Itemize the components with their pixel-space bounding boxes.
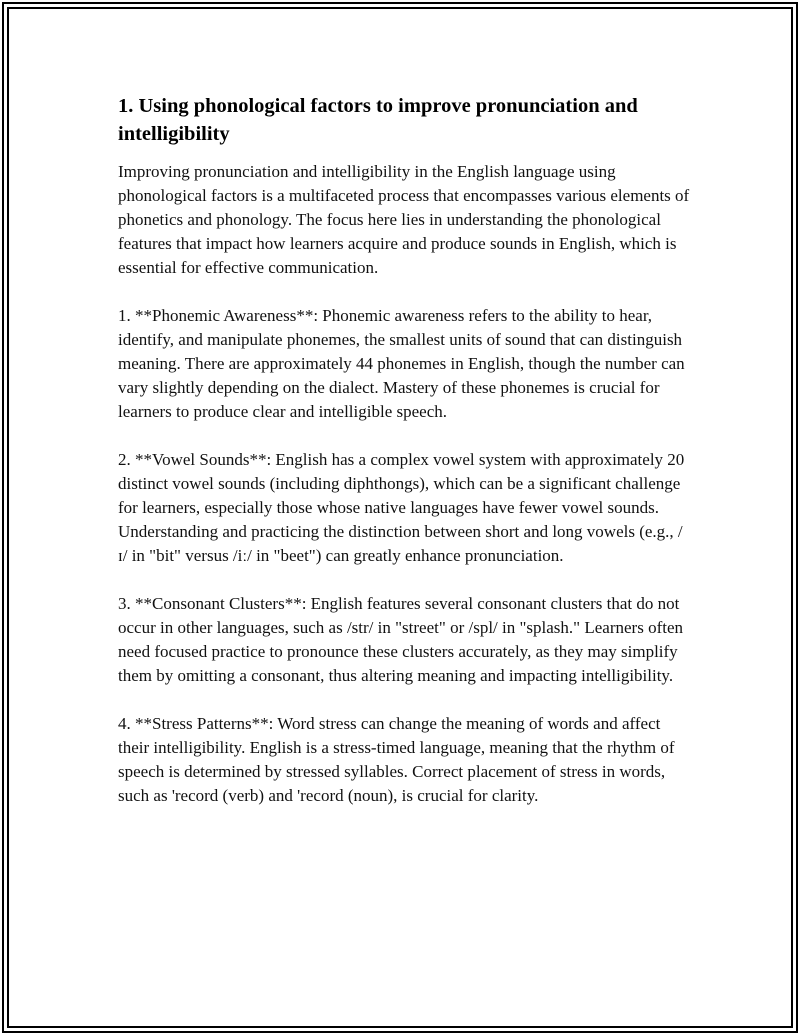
vowel-sounds-paragraph: 2. **Vowel Sounds**: English has a complex vowel system with approximately 20 distinct vowel sounds (including diphthongs), which can be a significant challenge for learners, especially those whose native languages have fewer vowel sounds. Understanding and practicing the distinction between short and long vowels (e.g., /ɪ/ in "bit" versus /iː/ in "beet") can greatly enhance pronunciation. <box>118 450 685 565</box>
consonant-clusters-paragraph: 3. **Consonant Clusters**: English features several consonant clusters that do not occur in other languages, such as /str/ in "street" or /spl/ in "splash." Learners often need focused practice to pronounce these clusters accurately, as they may simplify them by omitting a consonant, thus altering meaning and impacting intelligibility. <box>118 594 684 685</box>
document-body <box>118 92 690 832</box>
stress-patterns-paragraph: 4. **Stress Patterns**: Word stress can change the meaning of words and affect their intelligibility. English is a stress-timed language, meaning that the rhythm of speech is determined by stressed syllables. Correct placement of stress in words, such as 'record (verb) and 'record (noun), is crucial for clarity. <box>118 714 675 805</box>
phonemic-awareness-paragraph: 1. **Phonemic Awareness**: Phonemic awareness refers to the ability to hear, identify, and manipulate phonemes, the smallest units of sound that can distinguish meaning. There are approximately 44 phonemes in English, though the number can vary slightly depending on the dialect. Mastery of these phonemes is crucial for learners to produce clear and intelligible speech. <box>118 306 685 421</box>
intro-paragraph: Improving pronunciation and intelligibility in the English language using phonological factors is a multifaceted process that encompasses various elements of phonetics and phonology. The focus here lies in understanding the phonological features that impact how learners acquire and produce sounds in English, which is essential for effective communication. <box>118 162 690 277</box>
section-heading: 1. Using phonological factors to improve pronunciation and intelligibility <box>118 95 638 145</box>
